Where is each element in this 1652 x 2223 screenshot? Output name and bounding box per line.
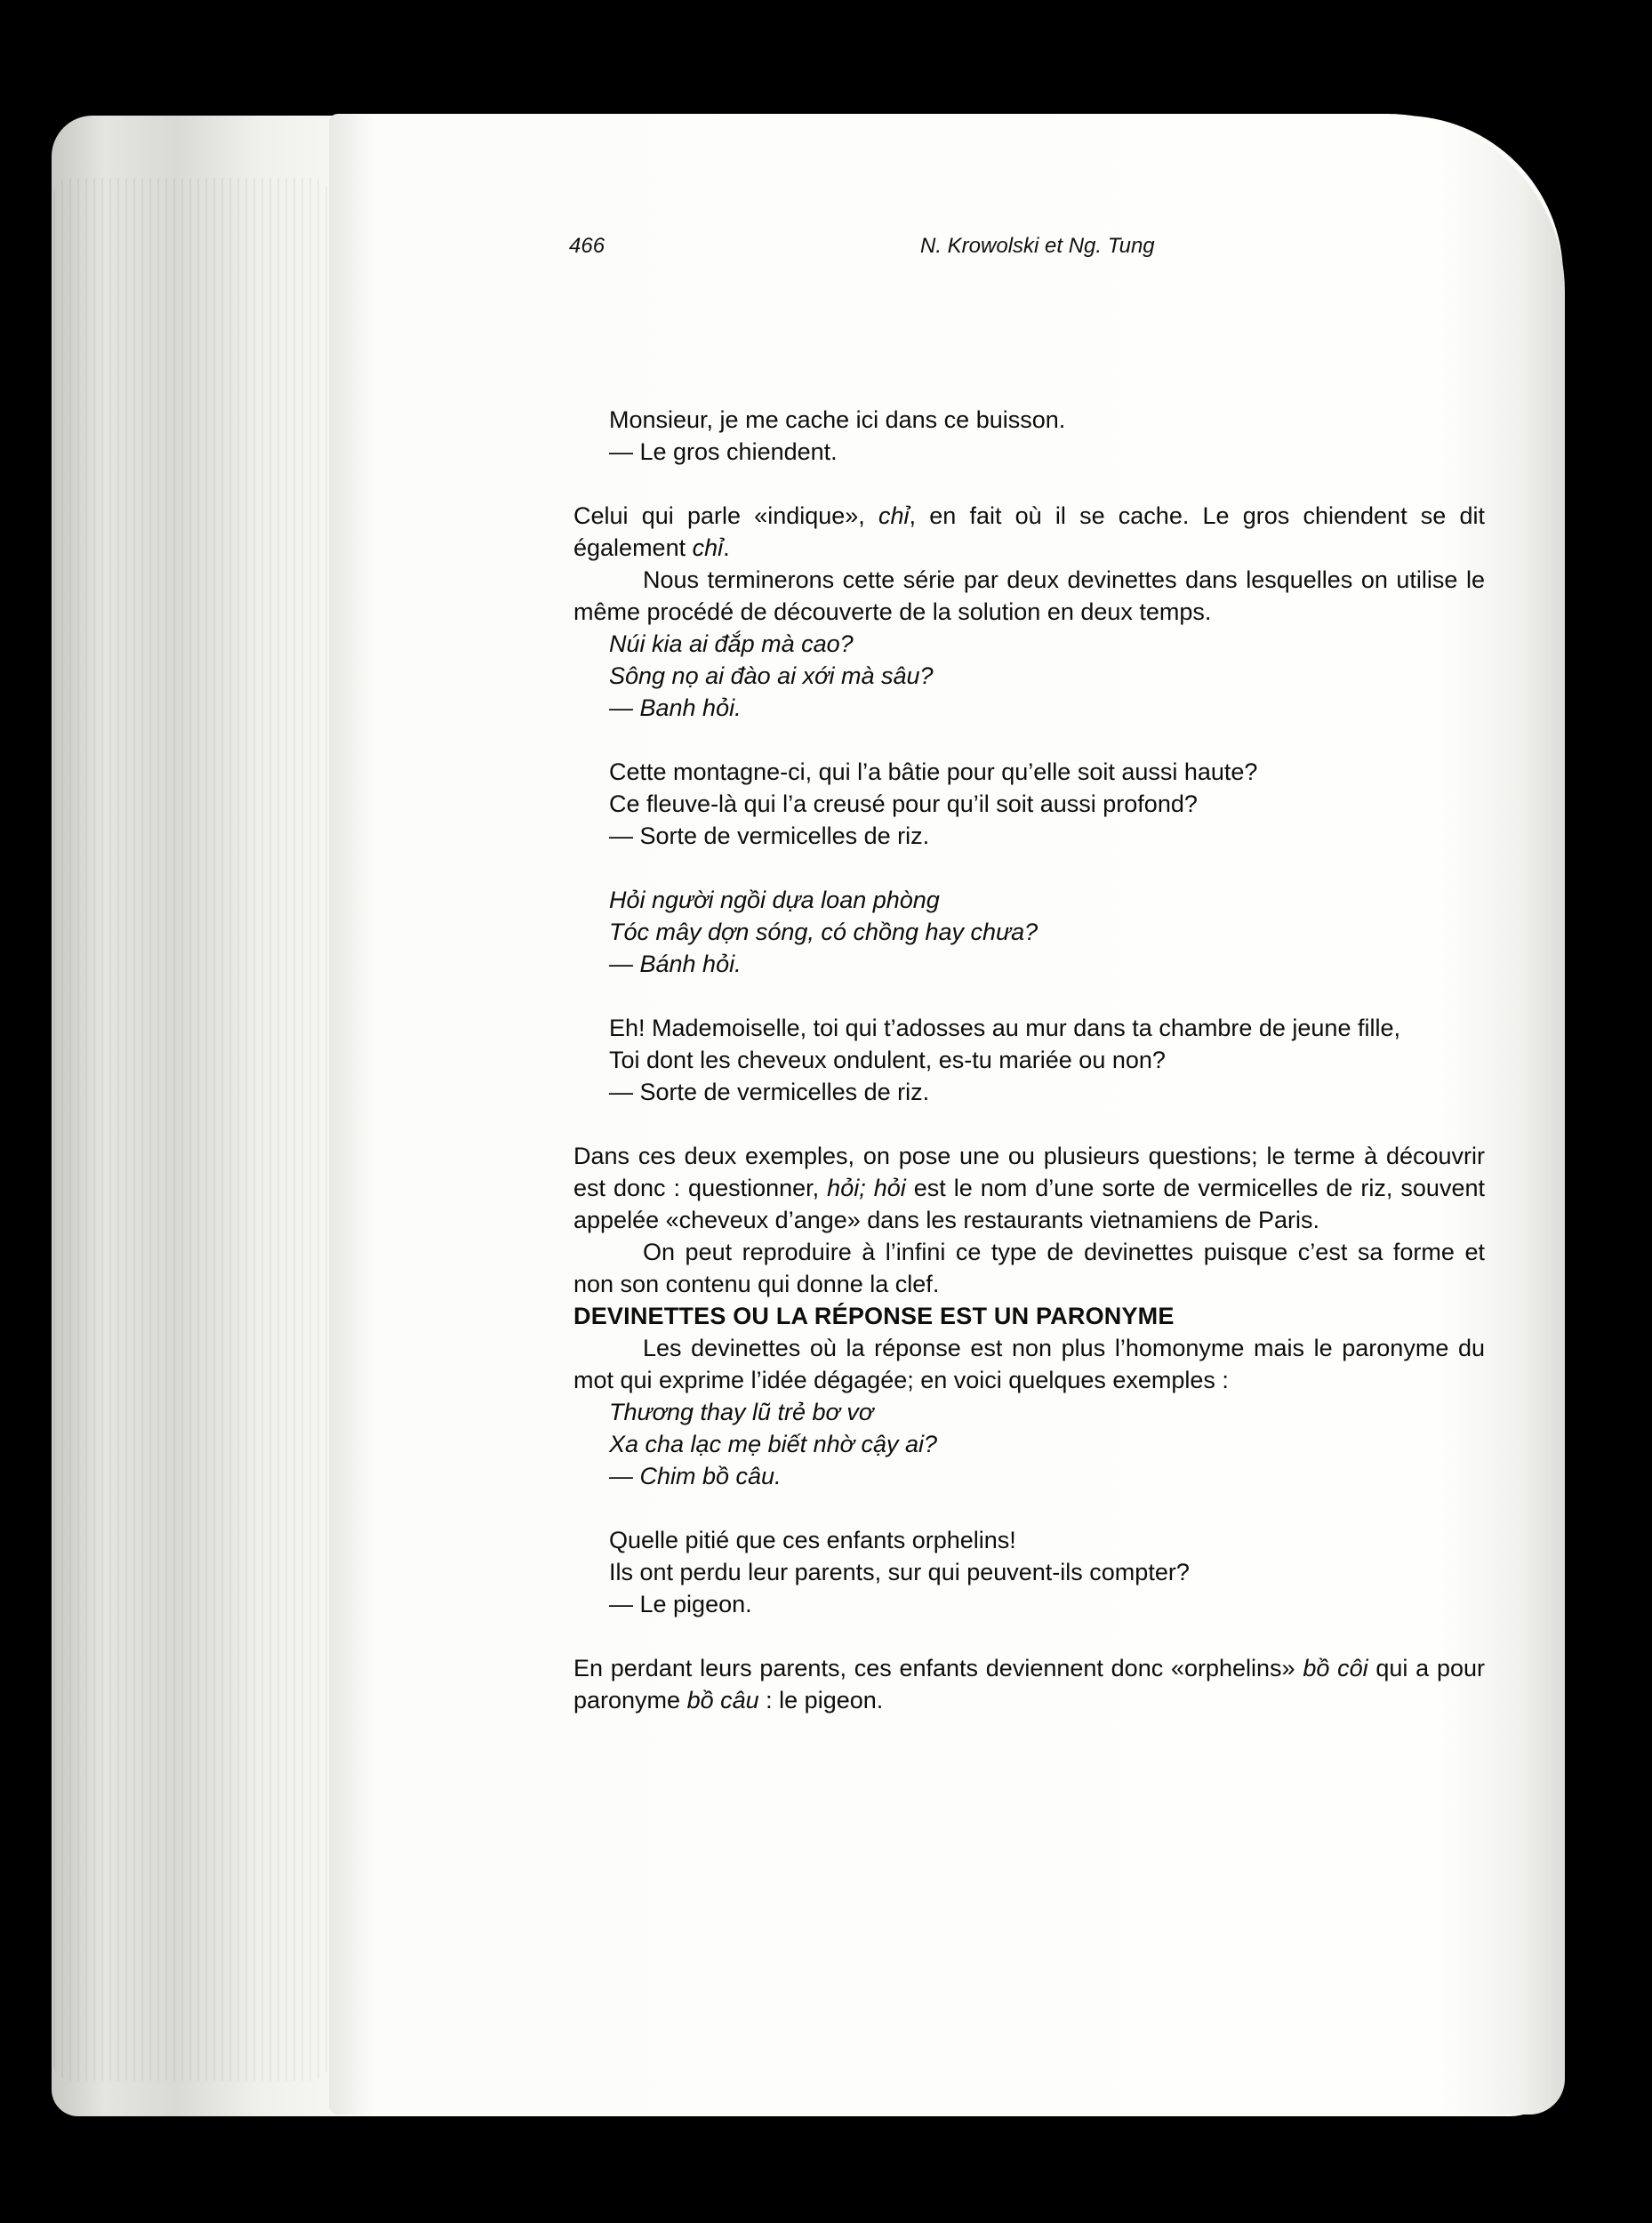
text-line: Monsieur, je me cache ici dans ce buisson.	[609, 406, 1066, 433]
riddle-translation	[573, 1012, 1485, 1108]
running-head: N. Krowolski et Ng. Tung	[920, 234, 1155, 258]
paragraph: En perdant leurs parents, ces enfants deviennent donc «orphelins» bồ côi qui a pour paronyme bồ câu : le pigeon.	[573, 1655, 1485, 1713]
verse-line: Xa cha lạc mẹ biết nhờ cậy ai?	[609, 1431, 938, 1457]
paragraph: Les devinettes où la réponse est non plus l’homonyme mais le paronyme du mot qui exprime l’idée dégagée; en voici quelques exemples :	[573, 1335, 1485, 1393]
verse-line: — Bánh hỏi.	[609, 951, 742, 977]
page-number: 466	[569, 234, 605, 258]
riddle-translation	[573, 756, 1485, 852]
paragraph: On peut reproduire à l’infini ce type de devinettes puisque c’est sa forme et non son contenu qui donne la clef.	[573, 1239, 1485, 1297]
verse-line: — Banh hỏi.	[609, 694, 742, 721]
verse-line: Tóc mây dợn sóng, có chồng hay chưa?	[609, 919, 1039, 945]
riddle-verse	[573, 1396, 1485, 1492]
verse-line: Núi kia ai đắp mà cao?	[609, 630, 854, 657]
text-line: — Sorte de vermicelles de riz.	[609, 823, 930, 849]
verse-line: Hỏi người ngồi dựa loan phòng	[609, 887, 940, 913]
text-line: — Sorte de vermicelles de riz.	[609, 1079, 930, 1105]
verse-line: — Chim bồ câu.	[609, 1463, 782, 1489]
page-header	[569, 234, 1503, 266]
section-heading: DEVINETTES OU LA RÉPONSE EST UN PARONYME	[573, 1303, 1175, 1329]
riddle-verse	[573, 884, 1485, 980]
text-line: Toi dont les cheveux ondulent, es-tu mariée ou non?	[609, 1047, 1166, 1073]
page-edges	[53, 178, 329, 2081]
text-line: — Le gros chiendent.	[609, 438, 838, 465]
riddle-translation	[573, 1524, 1485, 1620]
verse-line: Sông nọ ai đào ai xới mà sâu?	[609, 662, 934, 689]
paragraph: Celui qui parle «indique», chỉ, en fait où il se cache. Le gros chiendent se dit également chỉ.	[573, 502, 1485, 561]
text-line: Quelle pitié que ces enfants orphelins!	[609, 1527, 1016, 1553]
paragraph: Dans ces deux exemples, on pose une ou plusieurs questions; le terme à découvrir est donc : questionner, hỏi; hỏi est le nom d’une sorte de vermicelles de riz, souvent appelée «cheveux d’ange» dans les restaurants vietnamiens de Paris.	[573, 1143, 1485, 1233]
text-line: Ils ont perdu leur parents, sur qui peuvent-ils compter?	[609, 1559, 1190, 1585]
text-line: Eh! Mademoiselle, toi qui t’adosses au mur dans ta chambre de jeune fille,	[609, 1015, 1400, 1041]
verse-line: Thương thay lũ trẻ bơ vơ	[609, 1399, 874, 1425]
text-line: — Le pigeon.	[609, 1591, 752, 1617]
riddle-verse	[573, 628, 1485, 724]
paragraph: Nous terminerons cette série par deux devinettes dans lesquelles on utilise le même procédé de découverte de la solution en deux temps.	[573, 566, 1485, 625]
text-line: Ce fleuve-là qui l’a creusé pour qu’il soit aussi profond?	[609, 790, 1198, 817]
example-translation	[573, 404, 1485, 468]
text-line: Cette montagne-ci, qui l’a bâtie pour qu’elle soit aussi haute?	[609, 758, 1258, 785]
body-text	[573, 404, 1485, 1716]
